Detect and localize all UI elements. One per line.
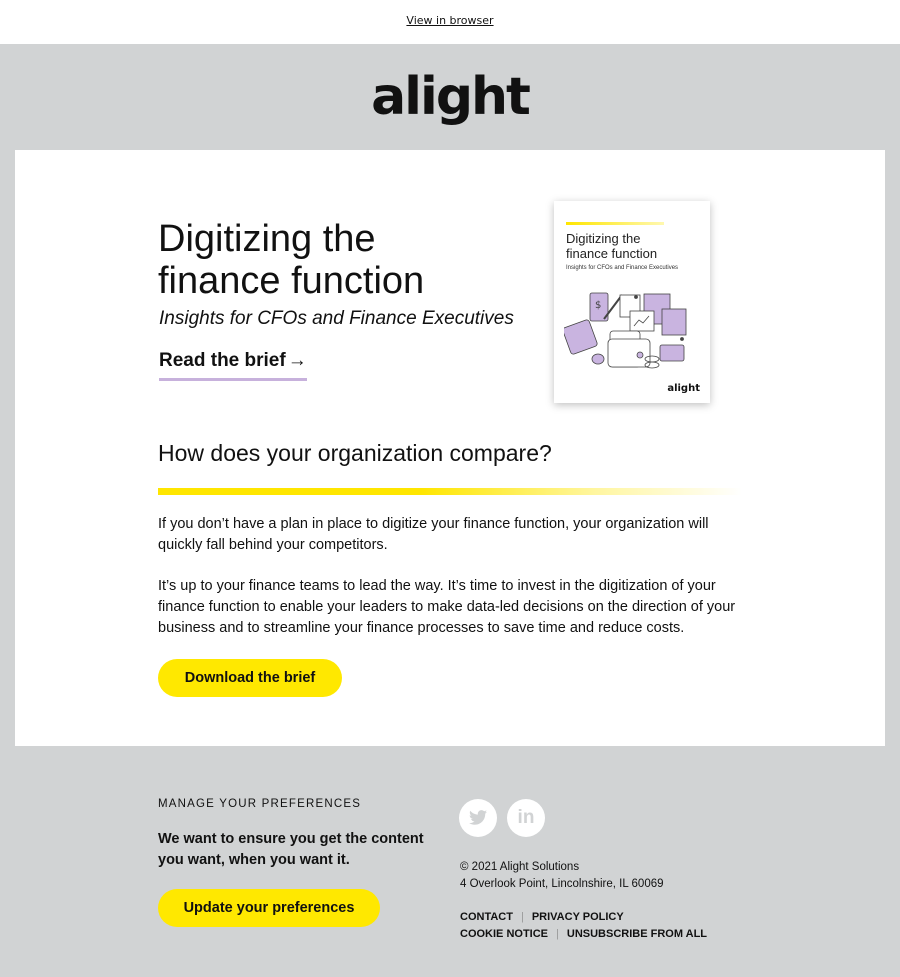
arrow-right-icon: → xyxy=(287,350,307,371)
manage-preferences-label: MANAGE YOUR PREFERENCES xyxy=(158,798,362,810)
body-paragraph-2: It’s up to your finance teams to lead the way. It’s time to invest in the digitization of your finance function to enable your leaders to make data-led decisions on the direction of your business and to streamline your finance processes to save time and reduce costs. xyxy=(158,578,736,636)
linkedin-glyph: in xyxy=(517,807,535,828)
yellow-gradient-divider xyxy=(158,488,742,495)
update-preferences-button[interactable]: Update your preferences xyxy=(158,889,380,927)
privacy-policy-link[interactable]: PRIVACY POLICY xyxy=(531,911,624,923)
preferences-text: We want to ensure you get the content you want, when you want it. xyxy=(158,831,424,868)
hero-title xyxy=(158,218,548,302)
footer-links-row-2 xyxy=(460,928,780,940)
brief-cover-image[interactable] xyxy=(554,201,710,403)
company-info xyxy=(460,859,664,893)
link-separator: | xyxy=(520,911,524,923)
cookie-notice-link[interactable]: COOKIE NOTICE xyxy=(460,928,549,940)
address-text: 4 Overlook Point, Lincolnshire, IL 60069 xyxy=(460,878,664,890)
hero-title-line2: finance function xyxy=(158,260,425,302)
download-brief-button[interactable]: Download the brief xyxy=(158,659,342,697)
copyright-text: © 2021 Alight Solutions xyxy=(460,861,580,873)
section-heading: How does your organization compare? xyxy=(158,440,552,466)
contact-link[interactable]: CONTACT xyxy=(460,911,513,923)
view-in-browser-link[interactable]: View in browser xyxy=(406,14,494,27)
linkedin-icon[interactable] xyxy=(507,799,545,837)
cover-title xyxy=(566,231,701,261)
footer-links-row-1 xyxy=(460,911,780,923)
body-paragraph-1: If you don’t have a plan in place to digitize your finance function, your organization will quickly fall behind your competitors. xyxy=(158,516,709,553)
read-link-label: Read the brief xyxy=(159,350,286,371)
cover-subtitle: Insights for CFOs and Finance Executives xyxy=(566,265,679,271)
cover-title-line1: Digitizing the xyxy=(566,231,641,246)
finance-illustration xyxy=(564,289,704,374)
svg-text:$: $ xyxy=(595,300,602,311)
hero-subtitle: Insights for CFOs and Finance Executives xyxy=(159,308,514,329)
hero-title-line1: Digitizing the xyxy=(158,218,376,260)
cover-title-line2: finance function xyxy=(566,246,658,261)
cover-accent-bar xyxy=(566,222,664,225)
unsubscribe-link[interactable]: UNSUBSCRIBE FROM ALL xyxy=(566,928,708,940)
alight-logo: alight xyxy=(371,67,529,127)
cover-logo: alight xyxy=(667,383,700,394)
twitter-icon[interactable] xyxy=(459,799,497,837)
link-separator: | xyxy=(556,928,559,940)
read-the-brief-link[interactable] xyxy=(159,350,307,381)
twitter-bird-glyph xyxy=(459,799,497,837)
top-bar xyxy=(0,0,900,44)
